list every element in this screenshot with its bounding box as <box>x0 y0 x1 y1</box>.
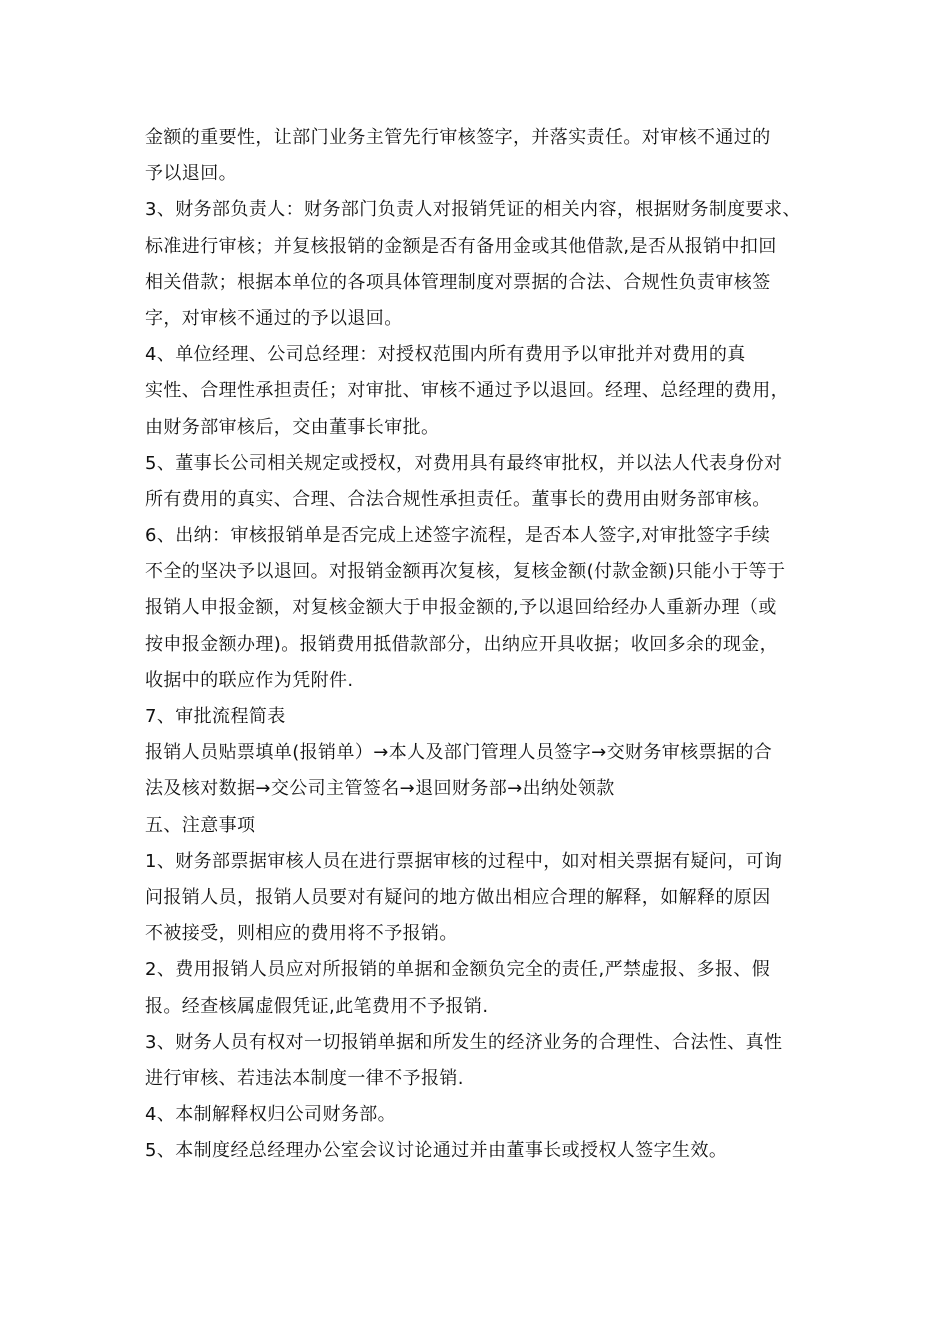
document-body <box>145 120 825 1169</box>
text-line: 5、本制度经总经理办公室会议讨论通过并由董事长或授权人签字生效。 <box>145 1140 728 1162</box>
text-line: 6、出纳：审核报销单是否完成上述签字流程，是否本人签字,对审批签字手续 <box>145 525 771 547</box>
text-line: 1、财务部票据审核人员在进行票据审核的过程中，如对相关票据有疑问，可询 <box>145 850 783 872</box>
text-line: 标准进行审核；并复核报销的金额是否有备用金或其他借款,是否从报销中扣回 <box>145 235 777 257</box>
text-line: 法及核对数据→交公司主管签名→退回财务部→出纳处领款 <box>145 778 615 800</box>
section-heading: 五、注意事项 <box>145 814 256 836</box>
text-line: 报销人员贴票填单(报销单）→本人及部门管理人员签字→交财务审核票据的合 <box>145 742 773 764</box>
text-line: 由财务部审核后，交由董事长审批。 <box>145 416 440 438</box>
text-line: 金额的重要性，让部门业务主管先行审核签字，并落实责任。对审核不通过的 <box>145 127 771 148</box>
text-line: 5、董事长公司相关规定或授权，对费用具有最终审批权，并以法人代表身份对 <box>145 452 783 474</box>
text-line: 所有费用的真实、合理、合法合规性承担责任。董事长的费用由财务部审核。 <box>145 488 771 510</box>
text-line: 收据中的联应作为凭附件. <box>145 669 354 691</box>
text-line: 不被接受，则相应的费用将不予报销。 <box>145 923 458 945</box>
text-line: 不全的坚决予以退回。对报销金额再次复核，复核金额(付款金额)只能小于等于 <box>145 561 786 583</box>
text-line: 字，对审核不通过的予以退回。 <box>145 307 403 329</box>
text-line: 2、费用报销人员应对所报销的单据和金额负完全的责任,严禁虚报、多报、假 <box>145 959 771 981</box>
text-line: 实性、合理性承担责任；对审批、审核不通过予以退回。经理、总经理的费用， <box>145 380 789 402</box>
text-line: 3、财务人员有权对一切报销单据和所发生的经济业务的合理性、合法性、真性 <box>145 1031 783 1053</box>
text-line: 报。经查核属虚假凭证,此笔费用不予报销. <box>145 995 489 1017</box>
text-line: 进行审核、若违法本制度一律不予报销. <box>145 1067 464 1089</box>
text-line: 予以退回。 <box>145 163 237 185</box>
text-line: 4、单位经理、公司总经理：对授权范围内所有费用予以审批并对费用的真 <box>145 344 746 366</box>
text-line: 报销人申报金额，对复核金额大于申报金额的,予以退回给经办人重新办理（或 <box>145 597 777 619</box>
text-line: 问报销人员，报销人员要对有疑问的地方做出相应合理的解释，如解释的原因 <box>145 886 771 908</box>
text-line: 相关借款；根据本单位的各项具体管理制度对票据的合法、合规性负责审核签 <box>145 271 771 293</box>
text-line: 按申报金额办理)。报销费用抵借款部分，出纳应开具收据；收回多余的现金， <box>145 633 779 655</box>
text-line: 4、本制解释权归公司财务部。 <box>145 1104 397 1126</box>
text-line: 7、审批流程简表 <box>145 706 286 727</box>
text-line: 3、财务部负责人：财务部门负责人对报销凭证的相关内容，根据财务制度要求、 <box>145 199 801 221</box>
